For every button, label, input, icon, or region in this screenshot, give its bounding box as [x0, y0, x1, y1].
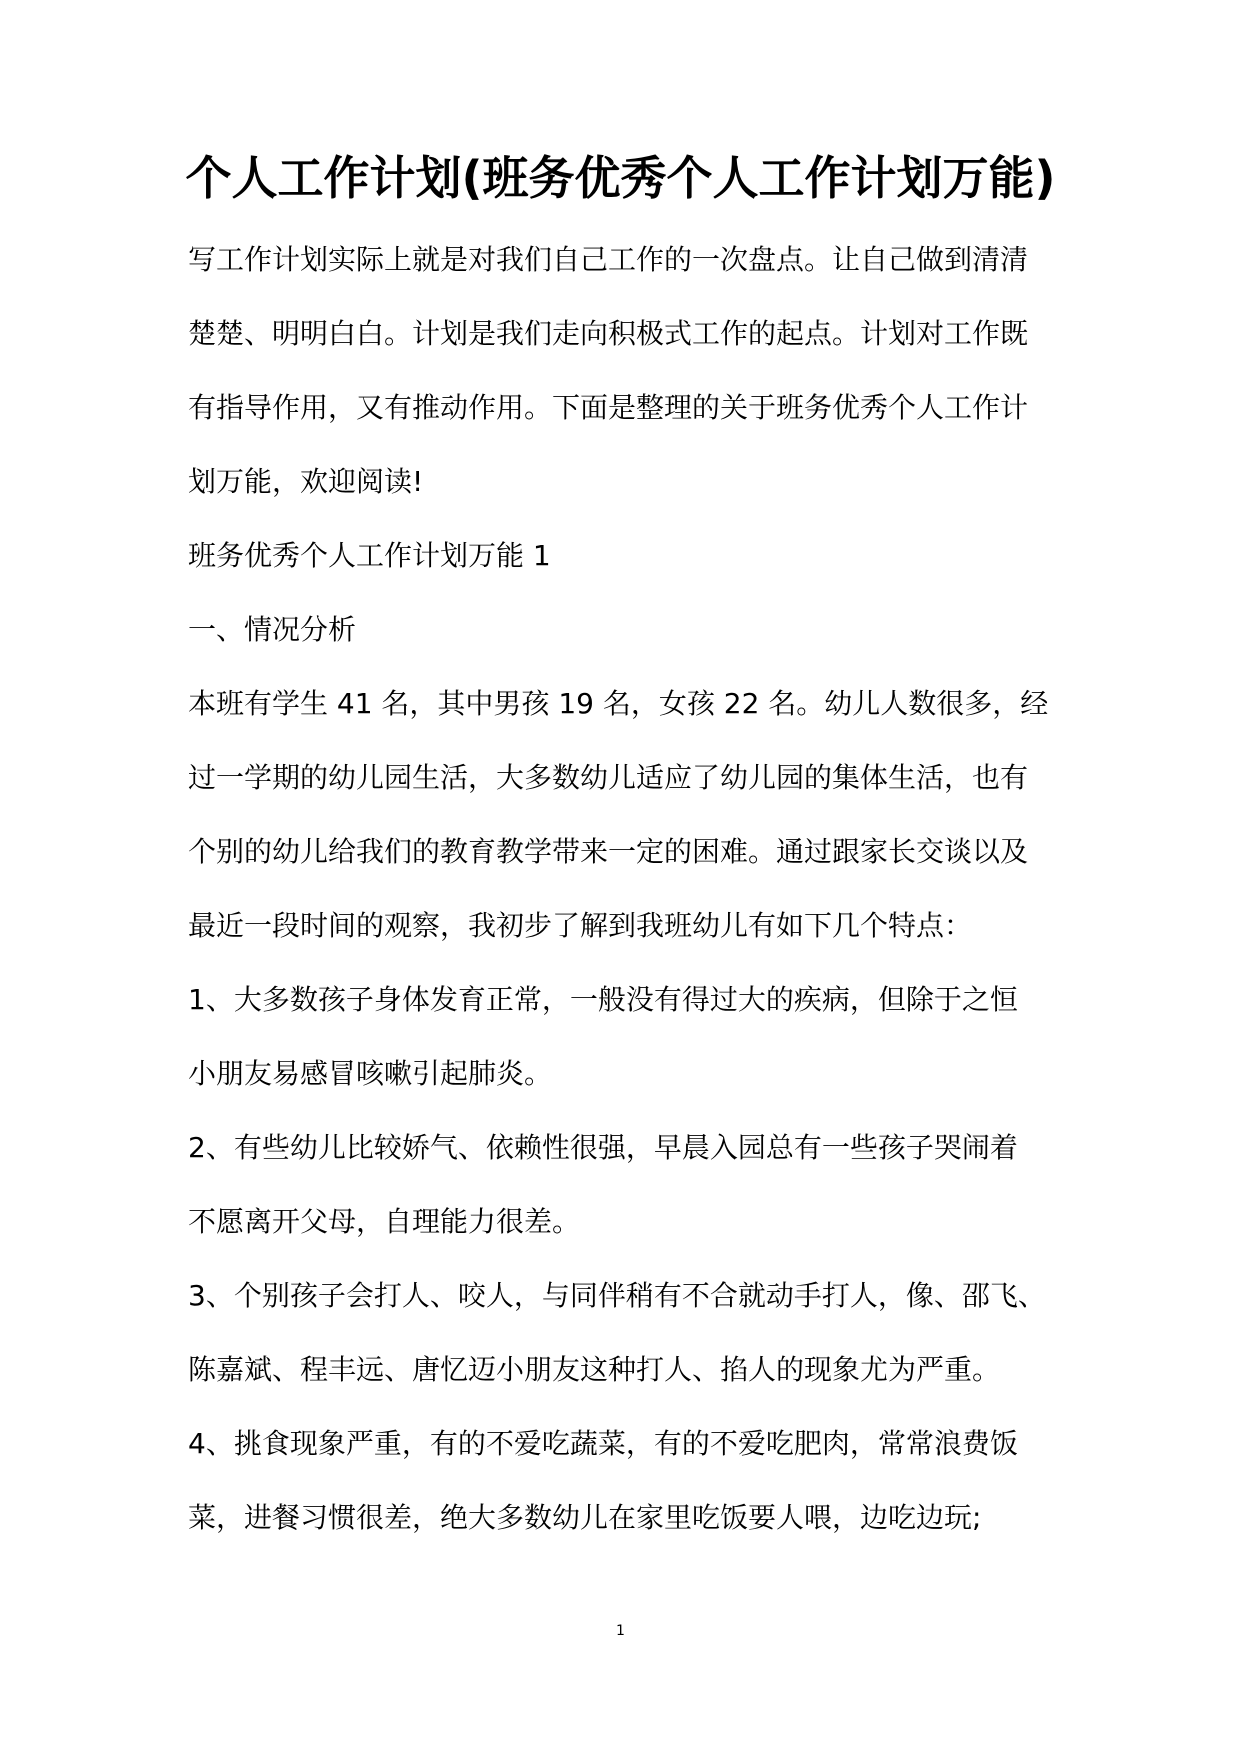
list-item-line: 4、挑食现象严重，有的不爱吃蔬菜，有的不爱吃肥肉，常常浪费饭 [188, 1427, 1018, 1460]
section-heading: 班务优秀个人工作计划万能 1 [188, 539, 551, 572]
list-item-line: 小朋友易感冒咳嗽引起肺炎。 [188, 1057, 553, 1090]
document-title: 个人工作计划(班务优秀个人工作计划万能) [185, 151, 1056, 205]
text-line: 个别的幼儿给我们的教育教学带来一定的困难。通过跟家长交谈以及 [188, 835, 1029, 868]
text-line: 楚楚、明明白白。计划是我们走向积极式工作的起点。计划对工作既 [188, 317, 1029, 350]
list-item-line: 3、个别孩子会打人、咬人，与同伴稍有不合就动手打人，像、邵飞、 [188, 1279, 1046, 1312]
section-heading: 一、情况分析 [188, 613, 357, 646]
list-item-line: 2、有些幼儿比较娇气、依赖性很强，早晨入园总有一些孩子哭闹着 [188, 1131, 1018, 1164]
text-line: 本班有学生 41 名，其中男孩 19 名，女孩 22 名。幼儿人数很多，经 [188, 687, 1049, 720]
text-line: 过一学期的幼儿园生活，大多数幼儿适应了幼儿园的集体生活，也有 [188, 761, 1029, 794]
list-item-line: 菜，进餐习惯很差，绝大多数幼儿在家里吃饭要人喂，边吃边玩; [188, 1501, 982, 1534]
list-item-line: 1、大多数孩子身体发育正常，一般没有得过大的疾病，但除于之恒 [188, 983, 1018, 1016]
text-line: 最近一段时间的观察，我初步了解到我班幼儿有如下几个特点： [188, 909, 973, 942]
page-number: 1 [616, 1623, 625, 1639]
text-line: 写工作计划实际上就是对我们自己工作的一次盘点。让自己做到清清 [188, 243, 1029, 276]
list-item-line: 不愿离开父母，自理能力很差。 [188, 1205, 581, 1238]
text-line: 有指导作用，又有推动作用。下面是整理的关于班务优秀个人工作计 [188, 391, 1029, 424]
list-item-line: 陈嘉斌、程丰远、唐忆迈小朋友这种打人、掐人的现象尤为严重。 [188, 1353, 1001, 1386]
text-line: 划万能，欢迎阅读! [188, 465, 424, 498]
